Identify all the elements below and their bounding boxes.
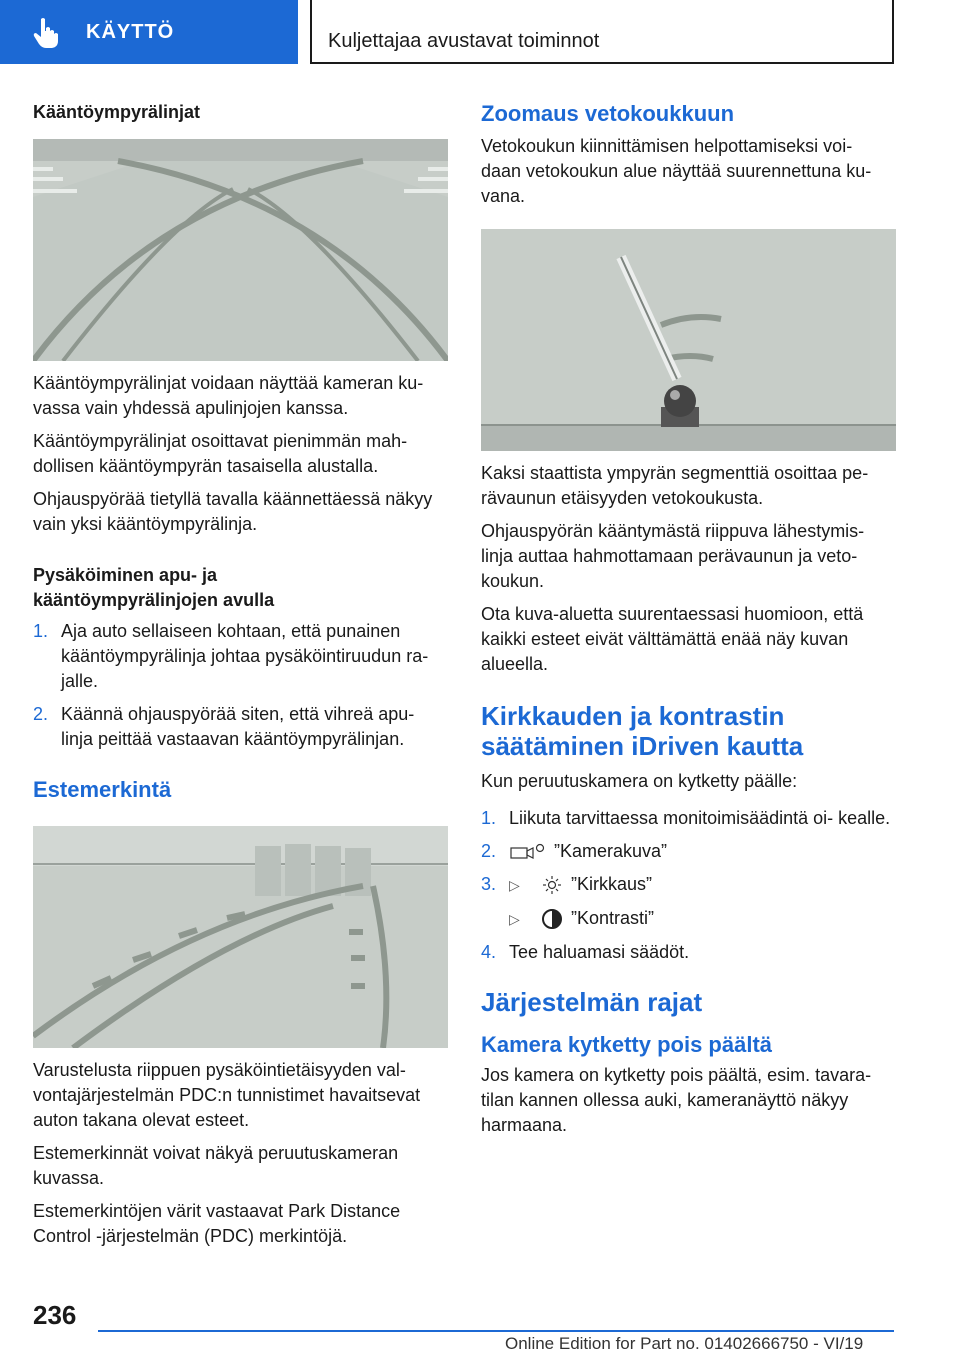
heading-line: Kirkkauden ja kontrastin [481, 701, 785, 731]
camera-settings-icon [509, 842, 549, 862]
step-number: 3. [481, 874, 497, 894]
paragraph: Varustelusta riippuen pysäköintietäisyyden val- vontajärjestelmän PDC:n tunnistimet havaitsevat auton takana olevat esteet. [33, 1060, 421, 1130]
section-title: Kuljettajaa avustavat toiminnot [328, 30, 600, 52]
edition-text: Online Edition for Part no. 01402666750 - VI/19 [505, 1334, 864, 1353]
heading-parking [33, 563, 448, 613]
brightness-icon [538, 875, 566, 895]
list-item [481, 940, 896, 965]
list-item [481, 839, 896, 864]
list-item [33, 702, 448, 752]
step-text: ”Kirkkaus” [571, 874, 653, 894]
page-number: 236 [33, 1300, 77, 1330]
list-subitem [481, 906, 896, 932]
triangle-arrow-icon: ▷ [509, 911, 520, 927]
paragraph: Ohjauspyörän kääntymästä riippuva lähestymis- linja auttaa hahmottamaan perävaunun ja veto- koukun. [481, 521, 865, 591]
heading-camera-off: Kamera kytketty pois päältä [481, 1032, 773, 1057]
heading-line: säätäminen iDriven kautta [481, 731, 804, 761]
list-item [33, 619, 448, 694]
paragraph: Estemerkintöjen värit vastaavat Park Distance Control -järjestelmän (PDC) merkintöjä. [33, 1201, 401, 1246]
heading-turning-lines: Kääntöympyrälinjat [33, 102, 201, 122]
list-item [481, 872, 896, 898]
heading-zoom-hitch: Zoomaus vetokoukkuun [481, 101, 735, 126]
step-text: ”Kamerakuva” [554, 841, 668, 861]
heading-obstacle-marking: Estemerkintä [33, 777, 172, 802]
tab-label: KÄYTTÖ [86, 20, 175, 43]
paragraph: Kääntöympyrälinjat osoittavat pienimmän mah- dollisen kääntöympyrän tasaisella alustalla. [33, 431, 408, 476]
step-number: 2. [33, 704, 49, 724]
footer-divider [98, 1330, 894, 1332]
step-text: Tee haluamasi säädöt. [509, 942, 690, 962]
step-text: Käännä ohjauspyörää siten, että vihreä apu- linja peittää vastaavan kääntöympyrälinjan. [61, 704, 415, 749]
paragraph: Estemerkinnät voivat näkyä peruutuskameran kuvassa. [33, 1143, 399, 1188]
hand-pointer-icon [30, 15, 64, 49]
right-column [481, 100, 896, 1146]
step-number: 1. [481, 808, 497, 828]
heading-line: Pysäköiminen apu- ja [33, 565, 218, 585]
header-tab[interactable] [0, 0, 298, 64]
turning-lines-figure [33, 139, 448, 361]
paragraph: Jos kamera on kytketty pois päältä, esim. tavara- tilan kannen ollessa auki, kameranäyttö näkyy harmaana. [481, 1065, 872, 1135]
step-number: 1. [33, 621, 49, 641]
step-text: ”Kontrasti” [571, 908, 655, 928]
paragraph: Ohjauspyörää tietyllä tavalla käännettäessä näkyy vain yksi kääntöympyrälinja. [33, 489, 433, 534]
paragraph: Vetokoukun kiinnittämisen helpottamiseksi voi- daan vetokoukun alue näyttää suurennettuna ku- vana. [481, 136, 872, 206]
triangle-arrow-icon: ▷ [509, 877, 520, 893]
heading-system-limits: Järjestelmän rajat [481, 987, 703, 1017]
list-item [481, 806, 896, 831]
header-title-box [310, 0, 894, 64]
obstacle-marking-figure [33, 826, 448, 1048]
paragraph: Kääntöympyrälinjat voidaan näyttää kameran ku- vassa vain yhdessä apulinjojen kanssa. [33, 373, 424, 418]
heading-line: kääntöympyrälinjojen avulla [33, 590, 275, 610]
brightness-steps [481, 806, 896, 898]
paragraph: Kun peruutuskamera on kytketty päälle: [481, 771, 798, 791]
contrast-icon [538, 908, 566, 930]
heading-brightness-contrast [481, 701, 896, 761]
parking-steps [33, 619, 448, 752]
brightness-steps-cont [481, 940, 896, 965]
paragraph: Ota kuva-aluetta suurentaessasi huomioon, että kaikki esteet eivät välttämättä enää näy kuvan alueella. [481, 604, 864, 674]
step-text: Liikuta tarvittaessa monitoimisäädintä oi- kealle. [509, 808, 891, 828]
trailer-hitch-figure [481, 229, 896, 451]
step-number: 2. [481, 841, 497, 861]
paragraph: Kaksi staattista ympyrän segmenttiä osoittaa pe- rävaunun etäisyyden vetokoukusta. [481, 463, 869, 508]
step-number: 4. [481, 942, 497, 962]
left-column [33, 100, 448, 1257]
step-text: Aja auto sellaiseen kohtaan, että punainen kääntöympyrälinja johtaa pysäköintiruudun ra- jalle. [61, 621, 429, 691]
